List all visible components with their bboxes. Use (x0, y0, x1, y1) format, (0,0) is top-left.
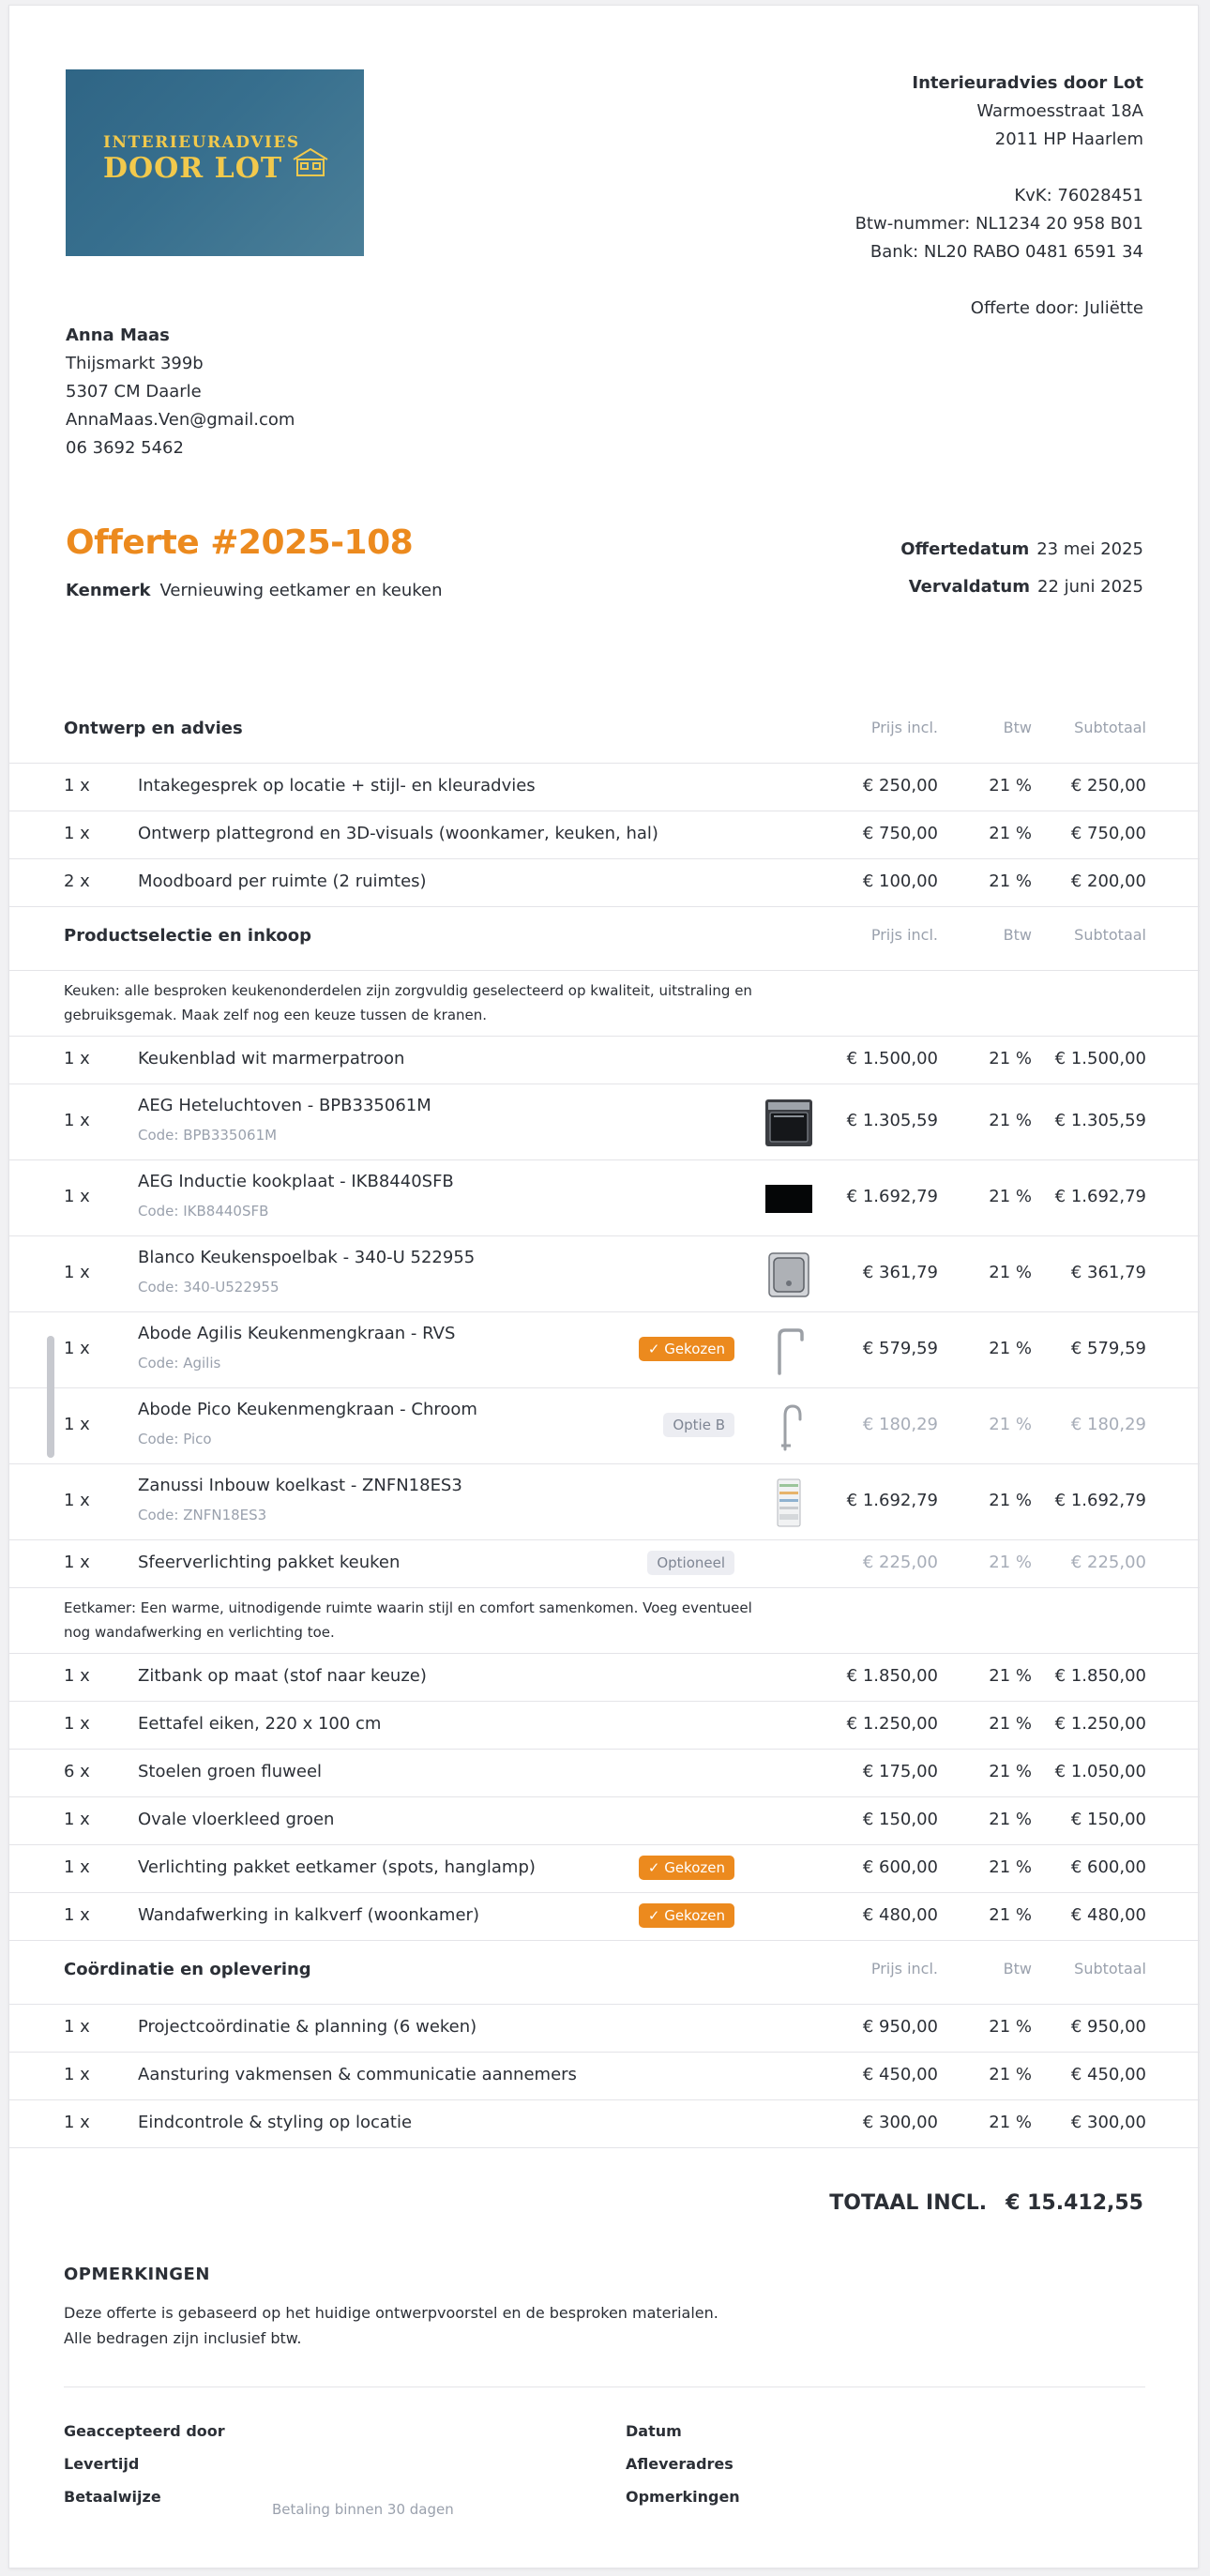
quote-document (8, 5, 1199, 2568)
company-street: Warmoesstraat 18A (976, 101, 1143, 121)
customer-info (66, 322, 295, 462)
table-row: 1 x Intakegesprek op locatie + stijl- en kleuradvies € 250,00 21 % € 250,00 (9, 764, 1200, 811)
selected-badge[interactable]: ✓ Gekozen (639, 1903, 734, 1928)
col-price: Prijs incl. (870, 926, 938, 944)
page-title: Offerte #2025-108 (66, 523, 414, 562)
section-header (9, 907, 1200, 971)
section-title: Ontwerp en advies (64, 719, 243, 738)
customer-email: AnnaMaas.Ven@gmail.com (66, 410, 295, 430)
company-kvk: KvK: 76028451 (1014, 186, 1143, 205)
optional-badge[interactable]: Optioneel (647, 1551, 734, 1575)
table-row: 1 x Eindcontrole & styling op locatie € 300,00 21 % € 300,00 (9, 2100, 1200, 2148)
fridge-image (764, 1478, 813, 1527)
section-note: Eetkamer: Een warme, uitnodigende ruimte waarin stijl en comfort samenkomen. Voeg eventueel nog wandafwerking en verlichting toe. (9, 1588, 1200, 1654)
table-row: 1 x Blanco Keukenspoelbak - 340-U 522955 Code: 340-U522955 € 361,79 21 % € 361,79 (9, 1236, 1200, 1312)
quote-dates (900, 531, 1143, 606)
date-value: 23 mei 2025 (1036, 539, 1143, 559)
section-title: Coördinatie en oplevering (64, 1960, 311, 1979)
table-row: 1 x Zanussi Inbouw koelkast - ZNFN18ES3 Code: ZNFN18ES3 € 1.692,79 21 % € 1.692,79 (9, 1464, 1200, 1540)
cooktop-image (764, 1174, 813, 1223)
selected-badge[interactable]: ✓ Gekozen (639, 1856, 734, 1880)
company-info (855, 69, 1143, 323)
company-city: 2011 HP Haarlem (994, 129, 1143, 149)
payment-hint: Betaling binnen 30 dagen (272, 2501, 454, 2518)
date-label: Offertedatum (900, 539, 1030, 559)
offered-by: Offerte door: Juliëtte (970, 298, 1143, 318)
delivery-time-label: Levertijd (64, 2455, 140, 2473)
date-field-label: Datum (626, 2422, 682, 2440)
table-row: 1 x Sfeerverlichting pakket keuken Optioneel € 225,00 21 % € 225,00 (9, 1540, 1200, 1588)
logo-wordmark: INTERIEURADVIES DOOR LOT (103, 133, 300, 185)
col-price: Prijs incl. (870, 719, 938, 736)
sink-image (764, 1250, 813, 1299)
section-note: Keuken: alle besproken keukenonderdelen zijn zorgvuldig geselecteerd op kwaliteit, uitstraling en gebruiksgemak. Maak zelf nog een keuze tussen de kranen. (9, 971, 1200, 1037)
total-label: TOTAAL INCL. (829, 2191, 988, 2215)
col-price: Prijs incl. (870, 1960, 938, 1977)
oven-image (764, 1099, 813, 1147)
table-row: 1 x Ontwerp plattegrond en 3D-visuals (woonkamer, keuken, hal) € 750,00 21 % € 750,00 (9, 811, 1200, 859)
table-row: 6 x Stoelen groen fluweel € 175,00 21 % € 1.050,00 (9, 1750, 1200, 1797)
company-btw: Btw-nummer: NL1234 20 958 B01 (855, 214, 1143, 234)
table-row: 1 x Projectcoördinatie & planning (6 weken) € 950,00 21 % € 950,00 (9, 2005, 1200, 2053)
col-vat: Btw (1003, 1960, 1032, 1977)
faucet-image (764, 1402, 813, 1451)
expiry-label: Vervaldatum (908, 577, 1031, 597)
remarks-text: Deze offerte is gebaseerd op het huidige ontwerpvoorstel en de besproken materialen. Alle bedragen zijn inclusief btw. (64, 2304, 718, 2347)
table-row: 1 x Verlichting pakket eetkamer (spots, hanglamp) ✓ Gekozen € 600,00 21 % € 600,00 (9, 1845, 1200, 1893)
option-badge[interactable]: Optie B (663, 1413, 734, 1437)
table-row: 1 x Eettafel eiken, 220 x 100 cm € 1.250,00 21 % € 1.250,00 (9, 1702, 1200, 1750)
total-value: € 15.412,55 (1006, 2191, 1143, 2215)
table-row: 1 x Abode Pico Keukenmengkraan - Chroom Code: Pico Optie B € 180,29 21 % € 180,29 (9, 1388, 1200, 1464)
col-vat: Btw (1003, 719, 1032, 736)
table-row: 1 x Abode Agilis Keukenmengkraan - RVS Code: Agilis ✓ Gekozen € 579,59 21 % € 579,59 (9, 1312, 1200, 1388)
table-row: 1 x Aansturing vakmensen & communicatie aannemers € 450,00 21 % € 450,00 (9, 2053, 1200, 2100)
accepted-by-label: Geaccepteerd door (64, 2422, 225, 2440)
section-header (9, 1941, 1200, 2005)
remarks-title: OPMERKINGEN (64, 2265, 210, 2284)
section-header (9, 700, 1200, 764)
house-icon (291, 146, 330, 178)
grand-total (810, 2191, 1143, 2215)
col-vat: Btw (1003, 926, 1032, 944)
kenmerk-value: Vernieuwing eetkamer en keuken (159, 581, 443, 600)
table-row: 1 x Zitbank op maat (stof naar keuze) € 1.850,00 21 % € 1.850,00 (9, 1654, 1200, 1702)
payment-method-label: Betaalwijze (64, 2488, 161, 2506)
delivery-address-label: Afleveradres (626, 2455, 734, 2473)
kenmerk-label: Kenmerk (66, 581, 151, 600)
company-bank: Bank: NL20 RABO 0481 6591 34 (870, 242, 1143, 262)
customer-name: Anna Maas (66, 326, 170, 345)
company-name: Interieuradvies door Lot (912, 73, 1143, 93)
section-title: Productselectie en inkoop (64, 926, 312, 946)
col-subtotal: Subtotaal (1074, 1960, 1146, 1977)
customer-city: 5307 CM Daarle (66, 382, 202, 402)
table-row: 1 x Ovale vloerkleed groen € 150,00 21 % € 150,00 (9, 1797, 1200, 1845)
comments-label: Opmerkingen (626, 2488, 740, 2506)
expiry-value: 22 juni 2025 (1037, 577, 1143, 597)
selected-badge[interactable]: ✓ Gekozen (639, 1337, 734, 1361)
choice-group-indicator (47, 1336, 54, 1458)
table-row: 2 x Moodboard per ruimte (2 ruimtes) € 100,00 21 % € 200,00 (9, 859, 1200, 907)
table-row: 1 x Wandafwerking in kalkverf (woonkamer) ✓ Gekozen € 480,00 21 % € 480,00 (9, 1893, 1200, 1941)
quote-table (9, 700, 1200, 2148)
customer-street: Thijsmarkt 399b (66, 354, 204, 373)
table-row: 1 x AEG Heteluchtoven - BPB335061M Code: BPB335061M € 1.305,59 21 % € 1.305,59 (9, 1084, 1200, 1160)
col-subtotal: Subtotaal (1074, 719, 1146, 736)
table-row: 1 x Keukenblad wit marmerpatroon € 1.500,00 21 % € 1.500,00 (9, 1037, 1200, 1084)
kenmerk (66, 581, 443, 600)
company-logo (66, 69, 364, 256)
customer-phone: 06 3692 5462 (66, 438, 184, 458)
faucet-image (764, 1326, 813, 1375)
table-row: 1 x AEG Inductie kookplaat - IKB8440SFB Code: IKB8440SFB € 1.692,79 21 % € 1.692,79 (9, 1160, 1200, 1236)
col-subtotal: Subtotaal (1074, 926, 1146, 944)
